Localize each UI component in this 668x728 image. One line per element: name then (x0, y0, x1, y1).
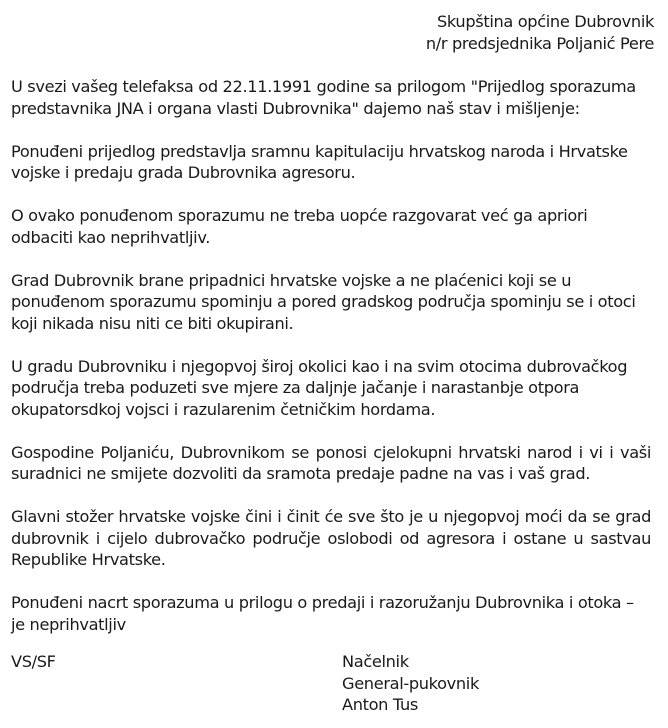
paragraph-intro: U svezi vašeg telefaksa od 22.11.1991 godine sa prilogom "Prijedlog sporazuma predstavnika JNA i organa vlasti Dubrovnika" dajemo naš stav i mišljenje: (11, 77, 636, 118)
paragraph-reject: O ovako ponuđenom sporazumu ne treba uopće razgovarat već ga apriori odbaciti kao neprihvatljiv. (11, 206, 588, 247)
paragraph-address: Gospodine Poljaniću, Dubrovnikom se ponosi cjelokupni hrvatski narod i vi i vaši suradnici ne smijete dozvoliti da sramota predaje padne na vas i vaš grad. (11, 442, 651, 483)
signature-block (342, 651, 479, 716)
signature-name: Anton Tus (342, 695, 418, 714)
paragraph-general-staff: Glavni stožer hrvatske vojske čini i činit će sve što je u njegopvoj moći da se grad dubrovnik i cijelo dubrovačko područje oslobodi od agresora i ostane u sastvau Republike Hrvatske. (11, 507, 651, 569)
signature-title: Načelnik (342, 652, 409, 671)
paragraph-capitulation: Ponuđeni prijedlog predstavlja sramnu kapitulaciju hrvatskog naroda i Hrvatske vojske i predaju grada Dubrovnika agresoru. (11, 141, 628, 182)
paragraph-resistance: U gradu Dubrovniku i njegopvoj široj okolici kao i na svim otocima dubrovačkog područja treba poduzeti sve mjere za daljnje jačanje i narastanbje otpora okupatorsdkoj vojsci i razularenim četničkim hordama. (11, 356, 628, 419)
letter-body (11, 76, 651, 657)
reference-code: VS/SF (11, 652, 56, 671)
signature-rank: General-pukovnik (342, 673, 479, 693)
paragraph-conclusion: Ponuđeni nacrt sporazuma u prilogu o predaji i razoružanju Dubrovnika i otoka – je neprihvatljiv (11, 593, 634, 634)
addressee-line-2: n/r predsjednika Poljanić Pere (425, 33, 654, 53)
addressee-block (426, 11, 654, 54)
addressee-line-1: Skupština općine Dubrovnik (436, 12, 654, 31)
paragraph-defenders: Grad Dubrovnik brane pripadnici hrvatske vojske a ne plaćenici koji se u ponuđenom sporazumu spominju a pored gradskog područja spominju se i otoci koji nikada nisu niti ce biti okupirani. (11, 270, 636, 333)
